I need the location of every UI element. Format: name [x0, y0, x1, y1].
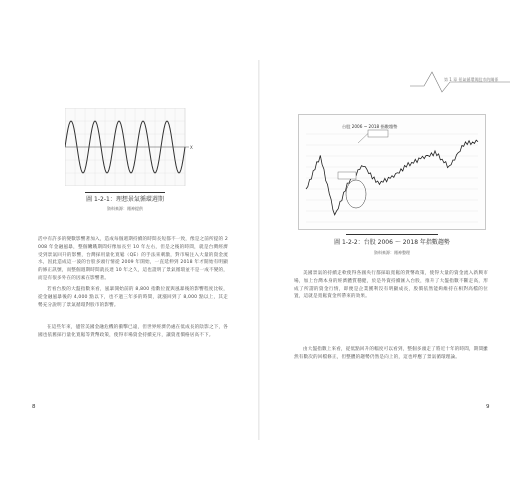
- figure-source: 資料來源：賭神提供: [107, 206, 143, 211]
- paragraph: 由大盤指數上來看，從低點回升的幅度可以看到，整個多頭走了將近十年的時間，期間雖然有數次的回檔修正，但整體的趨勢仍然是向上的，這也呼應了景氣循環理論。: [294, 347, 489, 360]
- figure-caption: 圖 1-2-2：台股 2006 ～ 2018 年指數趨勢: [334, 239, 450, 246]
- paragraph: 活中有許多的變數影響著加入，造成每個週期持續的時間長短都不一致，像是之前所提的 2008 年金融風暴，整個饑餓期間好像加長至 10 年左右，但是之後的時間，就是台灣經濟受到景氣回升的影響，台灣採用量化寬鬆（QE）的手法來刺激，對市場注入大量的資金流水，因此造成這一波的台股多頭行情從 2009 年開始，一直延伸到 2018 年才開始有明顯的修正訊號，而整個週期時間就長達 10 年之久，這也證明了景氣循環並不是一成不變的，而是有很多外在的因素在影響著。: [38, 237, 228, 281]
- axis-label-x: X: [190, 145, 193, 150]
- caption-rule: [85, 192, 165, 193]
- page-number: 9: [486, 404, 490, 410]
- caption-rule: [346, 234, 438, 235]
- right-page: [260, 0, 520, 500]
- figure-cycle: [45, 108, 205, 223]
- figure-index-trend: [298, 114, 486, 262]
- left-page: [0, 0, 258, 500]
- chart-title: 台股 2006 ~ 2018 指數趨勢: [342, 124, 398, 129]
- index-series-line: [306, 140, 478, 215]
- paragraph: 美國景氣的持續走軟使得各國央行都採取寬鬆的貨幣政策，使得大量的資金流入新興市場，加上台灣本身的經濟體質穩健，於是外資持續匯入台股，推升了大盤指數不斷走高，形成了所謂的資金行情，即便是企業獲利沒有明顯成長，股價依然能夠維持在相對高檔的位置，這就是寬鬆資金所帶來的效果。: [294, 271, 488, 300]
- page-number: 8: [32, 404, 36, 410]
- annotation-box: [368, 130, 388, 137]
- figure-caption: 圖 1-2-1：理想景氣循環週期: [86, 196, 164, 203]
- paragraph: 在這些年來，儘管美國金融危機的衝擊已遠，但世界經濟仍處在低成長的陰影之下，各國也依舊採行量化寬鬆等貨幣政策，使得市場資金持續充斥，讓資產價格居高不下。: [38, 325, 228, 338]
- index-trend-chart: [298, 114, 484, 228]
- running-header: 第 1 章 景氣循環與股市的關係: [444, 77, 499, 82]
- annotation-box: [338, 172, 356, 179]
- paragraph: 若看台股的大盤指數來看，風暴開始前的 8,800 指數位置與風暴後的影響程度比較，從金融風暴後的 4,000 點以下，也不過三年多的時間，就漲回到了 8,000 點以上，其走勢充分說明了景氣循環對股市的影響。: [38, 287, 228, 308]
- figure-source: 資料來源：賭神整理: [374, 250, 410, 255]
- sine-cycle-chart: [65, 108, 225, 186]
- low-highlight: [346, 180, 366, 208]
